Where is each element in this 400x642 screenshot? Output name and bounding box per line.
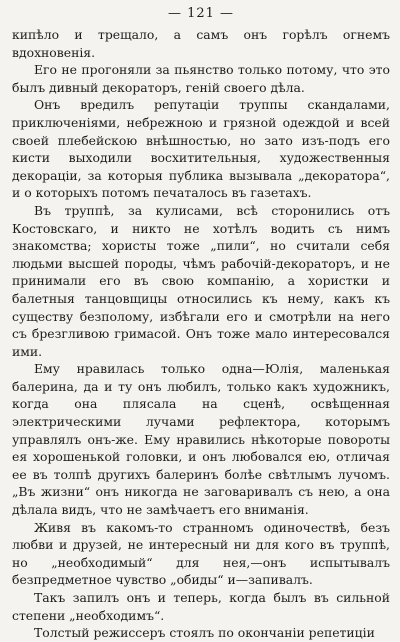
- paragraph: Толстый режиссеръ стоялъ по окончаніи репетиціи: [34, 625, 375, 641]
- paragraph: Онъ вредилъ репутаціи труппы скандалами, приключеніями, небрежною и грязной одеждой и всей своей плебейскою внѣшностью, но зато изъ-подъ его кисти выходили восхитительныя, художественныя декораціи, за которыя публика вызывала „декоратора“, и о которыхъ потомъ печаталось въ газетахъ.: [12, 97, 390, 201]
- paragraph: Ему нравилась только одна—Юлія, маленькая балерина, да и ту онъ любилъ, только какъ художникъ, когда она плясала на сценѣ, освѣщенная электрическими лучами рефлектора, которымъ управлялъ онъ-же. Ему нравились нѣкоторые повороты ея хорошенькой головки, и онъ любовался ею, отличая ее въ толпѣ другихъ балеринъ болѣе свѣтлымъ лучомъ. „Въ жизни“ онъ никогда не заговаривалъ съ нею, а она дѣлала видъ, что не замѣчаетъ его вниманія.: [12, 361, 390, 518]
- paragraph: Въ труппѣ, за кулисами, всѣ сторонились отъ Костовскаго, и никто не хотѣлъ водить съ нимъ знакомства; хористы тоже „пили“, но считали себя людьми высшей породы, чѣмъ рабочій-декораторъ, и не принимали его въ свою компанію, а хористки и балетныя танцовщицы относились къ нему, какъ къ существу безполому, избѣгали его и смотрѣли на него съ брезгливою гримасой. Онъ тоже мало интересовался ими.: [12, 202, 390, 359]
- paragraph: кипѣло и трещало, а самъ онъ горѣлъ огнемъ вдохновенія.: [12, 27, 390, 60]
- paragraph: Живя въ какомъ-то странномъ одиночествѣ, безъ любви и друзей, не интересный ни для кого въ труппѣ, но „необходимый“ для нея,—онъ испытывалъ безпредметное чувство „обиды“ и—запивалъ.: [12, 519, 390, 588]
- body-text: [12, 26, 390, 642]
- paragraph: Его не прогоняли за пьянство только потому, что это былъ дивный декораторъ, геній своего дѣла.: [12, 62, 390, 95]
- paragraph: Такъ запилъ онъ и теперь, когда былъ въ сильной степени „необходимъ“.: [12, 590, 390, 623]
- page-number: — 121 —: [167, 6, 235, 21]
